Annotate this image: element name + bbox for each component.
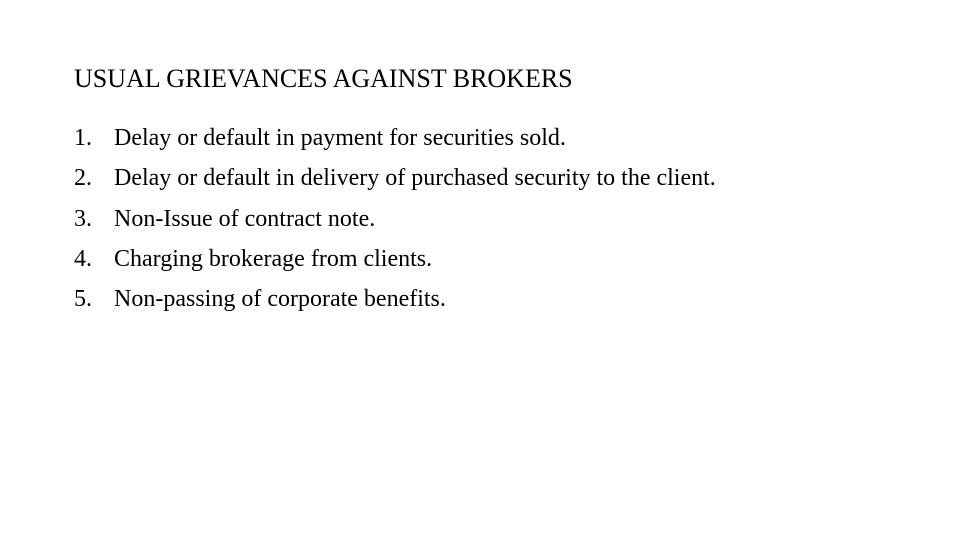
list-item bbox=[74, 239, 716, 279]
list-item-text: Delay or default in payment for securities sold. bbox=[114, 125, 566, 151]
list-item-number: 1. bbox=[74, 125, 92, 151]
list-item-number: 4. bbox=[74, 245, 92, 272]
grievance-list bbox=[74, 118, 716, 319]
list-item bbox=[74, 199, 716, 239]
list-item bbox=[74, 118, 716, 158]
list-item-number: 5. bbox=[74, 286, 92, 313]
slide-title: USUAL GRIEVANCES AGAINST BROKERS bbox=[74, 64, 573, 93]
list-item bbox=[74, 158, 716, 198]
list-item-text: Charging brokerage from clients. bbox=[114, 245, 433, 272]
list-item-number: 2. bbox=[74, 165, 92, 192]
list-item-text: Non-passing of corporate benefits. bbox=[114, 286, 446, 313]
list-item bbox=[74, 279, 716, 319]
list-item-text: Delay or default in delivery of purchased security to the client. bbox=[114, 165, 716, 192]
list-item-text: Non-Issue of contract note. bbox=[114, 205, 376, 232]
list-item-number: 3. bbox=[74, 205, 92, 232]
